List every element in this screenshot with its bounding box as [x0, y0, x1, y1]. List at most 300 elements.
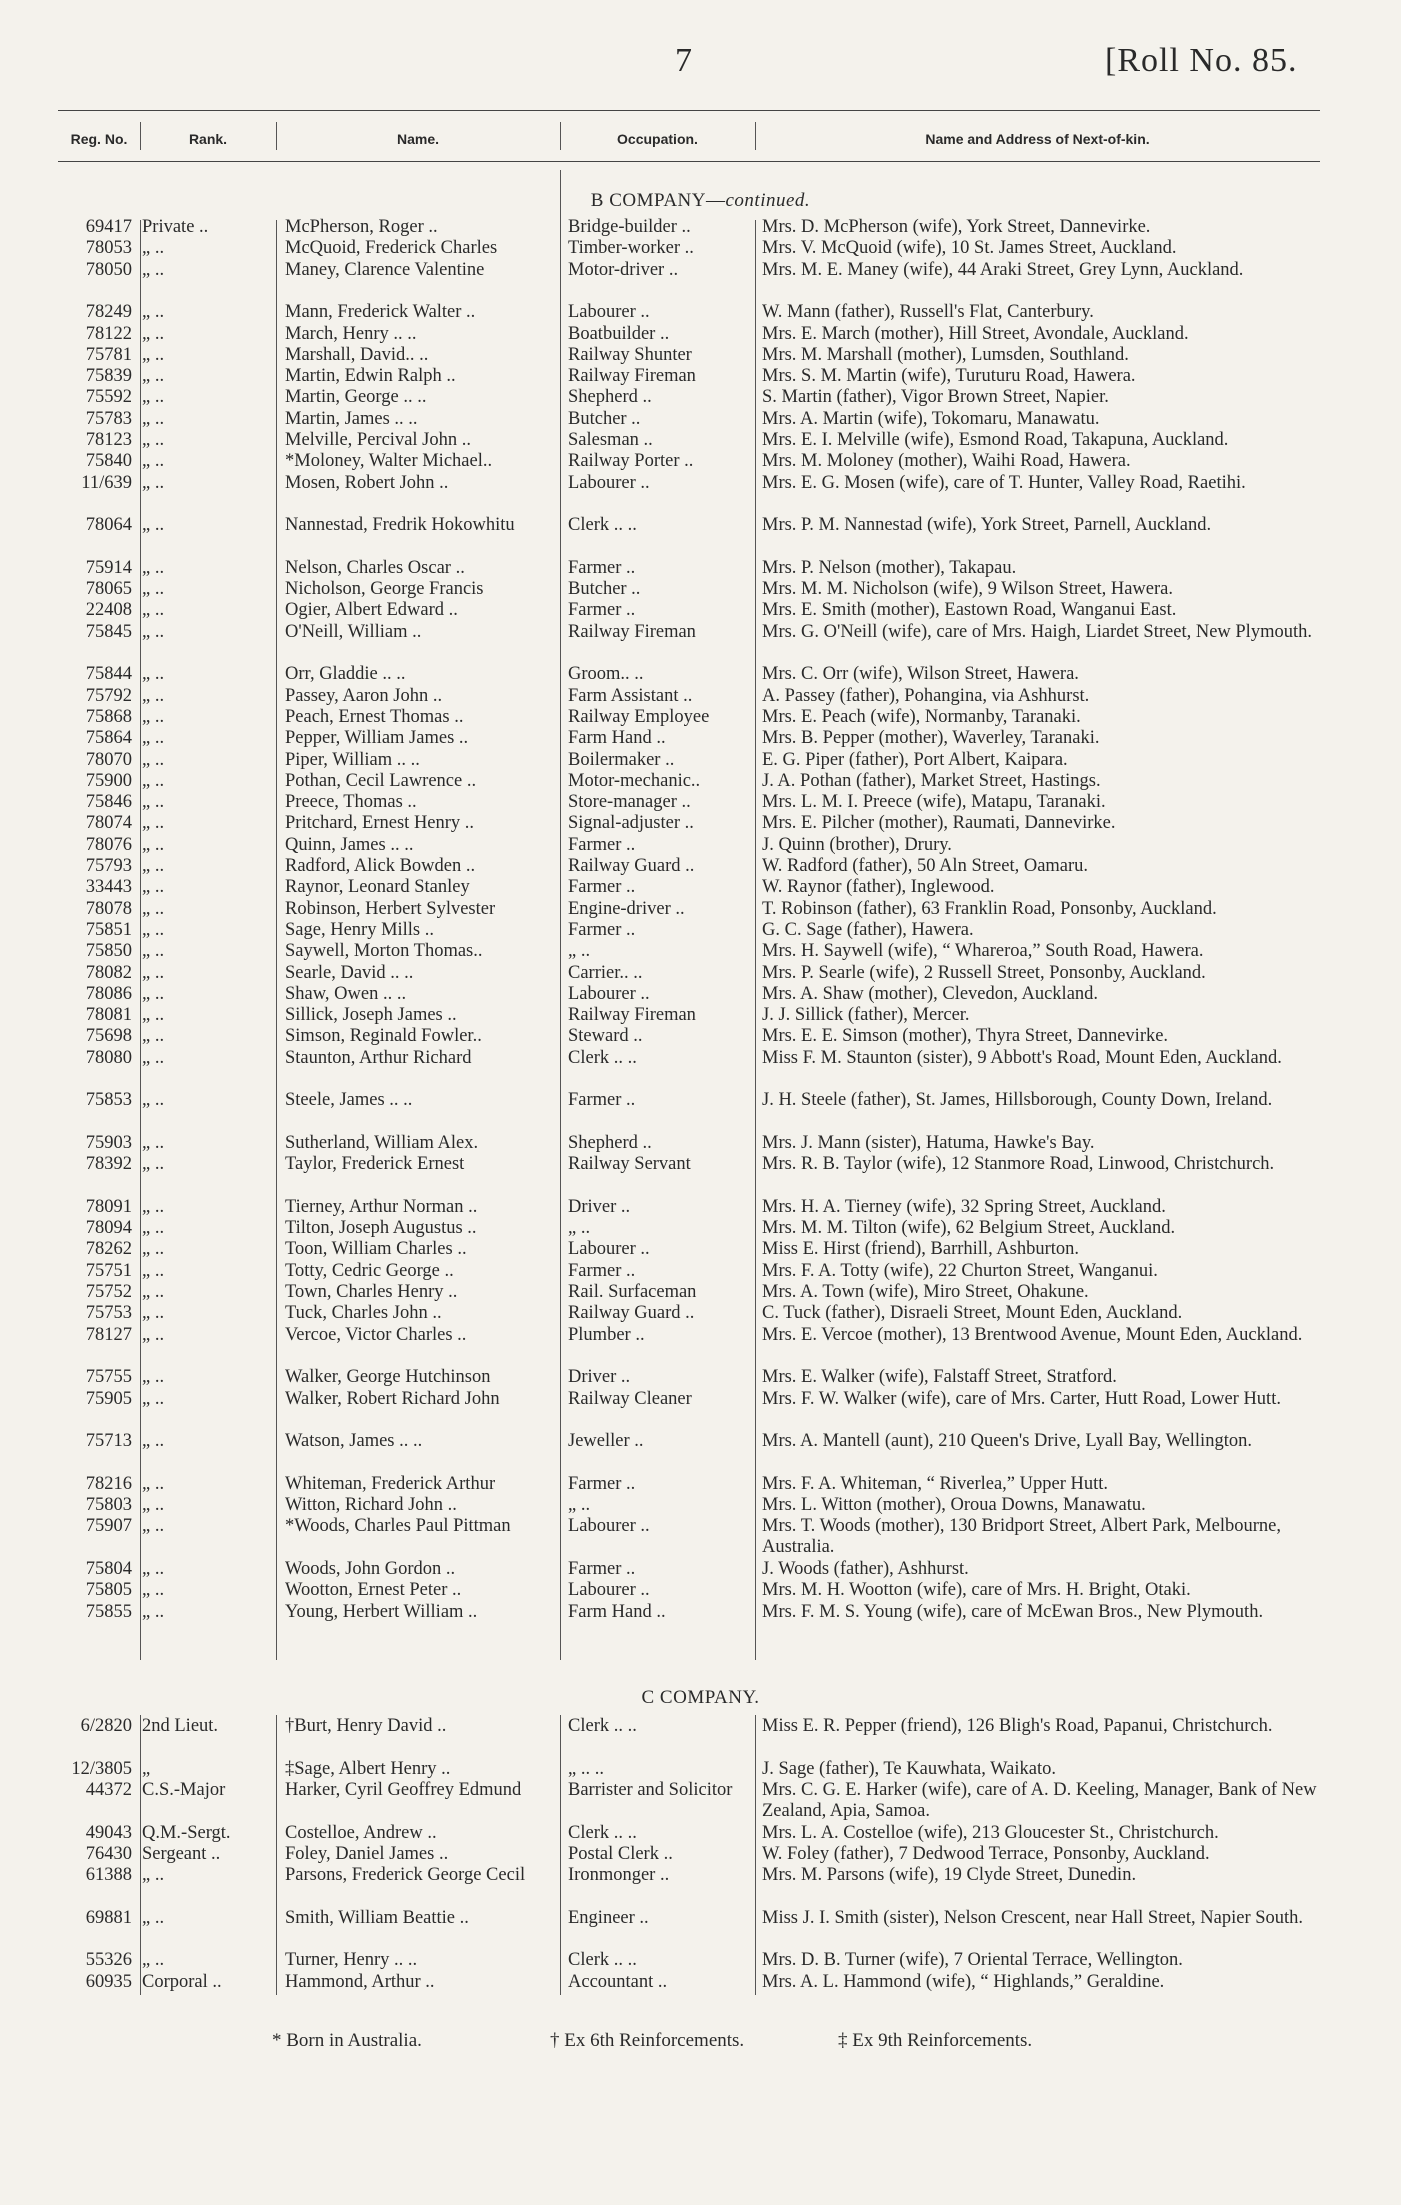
occupation: Farmer ..	[568, 1558, 636, 1579]
soldier-name: *Moloney, Walter Michael..	[285, 451, 493, 472]
soldier-name: Nannestad, Fredrik Hokowhitu	[285, 515, 515, 536]
soldier-name: Staunton, Arthur Richard	[285, 1047, 472, 1068]
reg-number: 11/639	[81, 472, 132, 493]
next-of-kin: Mrs. L. A. Costelloe (wife), 213 Gloucester St., Christchurch.	[762, 1822, 1219, 1843]
col-header-reg: Reg. No.	[70, 131, 128, 147]
next-of-kin: Mrs. E. G. Mosen (wife), care of T. Hunter, Valley Road, Raetihi.	[762, 472, 1246, 493]
rank: „ ..	[142, 430, 165, 450]
roll-text: Roll No. 85.	[1117, 42, 1298, 79]
next-of-kin: Mrs. F. M. S. Young (wife), care of McEwan Bros., New Plymouth.	[762, 1601, 1264, 1622]
next-of-kin: Mrs. E. Smith (mother), Eastown Road, Wanganui East.	[762, 600, 1177, 621]
occupation: Railway Employee	[568, 706, 710, 727]
rank: „ ..	[142, 408, 165, 429]
reg-number: 78086	[85, 983, 132, 1004]
rank: „ ..	[142, 1005, 165, 1026]
reg-number: 78123	[85, 430, 132, 450]
soldier-name: ‡Sage, Albert Henry ..	[285, 1758, 451, 1779]
rank: „ ..	[142, 557, 165, 578]
reg-number: 78053	[85, 238, 132, 259]
reg-number: 75850	[85, 941, 132, 962]
occupation: Farmer ..	[568, 557, 636, 578]
occupation: „ .. ..	[568, 1758, 604, 1779]
next-of-kin: Mrs. M. E. Maney (wife), 44 Araki Street, Grey Lynn, Auckland.	[762, 259, 1244, 280]
reg-number: 61388	[85, 1865, 132, 1886]
rank: „ ..	[142, 1950, 165, 1971]
next-of-kin: E. G. Piper (father), Port Albert, Kaipara.	[762, 749, 1068, 770]
next-of-kin: Mrs. T. Woods (mother), 130 Bridport Street, Albert Park, Melbourne, Australia.	[762, 1516, 1282, 1558]
header-top-rule	[58, 110, 1320, 111]
occupation: Farmer ..	[568, 1260, 636, 1281]
soldier-name: Tuck, Charles John ..	[285, 1303, 442, 1324]
soldier-name: Vercoe, Victor Charles ..	[285, 1324, 467, 1345]
occupation: Boatbuilder ..	[568, 323, 670, 344]
soldier-name: Sutherland, William Alex.	[285, 1132, 479, 1153]
soldier-name: Martin, James .. ..	[285, 408, 418, 429]
reg-number: 75803	[85, 1495, 132, 1515]
rank: Corporal ..	[142, 1971, 222, 1992]
next-of-kin: J. Woods (father), Ashhurst.	[762, 1558, 969, 1579]
soldier-name: *Woods, Charles Paul Pittman	[285, 1516, 511, 1537]
next-of-kin: S. Martin (father), Vigor Brown Street, Napier.	[762, 387, 1109, 408]
occupation: Farm Assistant ..	[568, 685, 693, 706]
next-of-kin: C. Tuck (father), Disraeli Street, Mount Eden, Auckland.	[762, 1303, 1183, 1324]
soldier-name: Sage, Henry Mills ..	[285, 919, 435, 940]
reg-number: 75751	[85, 1260, 132, 1281]
occupation: Shepherd ..	[568, 387, 652, 408]
next-of-kin: Mrs. E. Walker (wife), Falstaff Street, Stratford.	[762, 1367, 1117, 1388]
rank: „ ..	[142, 1367, 165, 1388]
soldier-name: Saywell, Morton Thomas..	[285, 941, 483, 962]
next-of-kin: Mrs. C. G. E. Harker (wife), care of A. D. Keeling, Manager, Bank of New Zealand, Apia, Samoa.	[762, 1779, 1317, 1821]
page-number: 7	[675, 42, 692, 79]
next-of-kin: Miss J. I. Smith (sister), Nelson Crescent, near Hall Street, Napier South.	[762, 1907, 1304, 1928]
rank: „ ..	[142, 749, 165, 770]
next-of-kin: Mrs. M. Marshall (mother), Lumsden, Southland.	[762, 344, 1129, 365]
reg-number: 12/3805	[71, 1758, 132, 1779]
soldier-name: Mann, Frederick Walter ..	[285, 302, 476, 323]
soldier-name: McPherson, Roger ..	[285, 217, 438, 237]
occupation: Rail. Surfaceman	[568, 1282, 697, 1302]
reg-number: 75844	[85, 664, 132, 685]
soldier-name: Smith, William Beattie ..	[285, 1907, 469, 1928]
reg-number: 33443	[85, 877, 132, 898]
rank: „ ..	[142, 323, 165, 344]
occupation: Railway Cleaner	[568, 1388, 692, 1409]
soldier-name: Toon, William Charles ..	[285, 1239, 467, 1260]
reg-number: 75903	[85, 1132, 132, 1153]
next-of-kin: Mrs. E. Vercoe (mother), 13 Brentwood Avenue, Mount Eden, Auckland.	[762, 1324, 1303, 1345]
rank: „ ..	[142, 472, 165, 493]
reg-number: 44372	[85, 1779, 132, 1800]
rank: „ ..	[142, 387, 165, 408]
rank: „ ..	[142, 877, 165, 898]
rank: „ ..	[142, 366, 165, 387]
rank: „ ..	[142, 941, 165, 962]
reg-number: 75713	[85, 1431, 132, 1452]
reg-number: 78122	[85, 323, 132, 344]
soldier-name: Tierney, Arthur Norman ..	[285, 1196, 478, 1217]
next-of-kin: W. Mann (father), Russell's Flat, Canterbury.	[762, 302, 1094, 323]
reg-number: 6/2820	[80, 1716, 132, 1736]
occupation: Farmer ..	[568, 877, 636, 898]
next-of-kin: J. Sage (father), Te Kauwhata, Waikato.	[762, 1758, 1056, 1779]
soldier-name: Foley, Daniel James ..	[285, 1843, 449, 1864]
column-divider	[276, 1715, 277, 1995]
soldier-name: Steele, James .. ..	[285, 1090, 413, 1111]
occupation: Labourer ..	[568, 302, 650, 323]
rank: „ ..	[142, 1260, 165, 1281]
column-divider	[276, 220, 277, 1660]
reg-number: 22408	[85, 600, 132, 621]
occupation: Engine-driver ..	[568, 898, 685, 919]
occupation: „ ..	[568, 1495, 591, 1515]
reg-number: 60935	[85, 1971, 132, 1992]
soldier-name: Raynor, Leonard Stanley	[285, 877, 470, 898]
rank: „ ..	[142, 1558, 165, 1579]
next-of-kin: T. Robinson (father), 63 Franklin Road, Ponsonby, Auckland.	[762, 898, 1217, 919]
soldier-name: Ogier, Albert Edward ..	[285, 600, 458, 621]
rank: „ ..	[142, 1218, 165, 1239]
occupation: Railway Guard ..	[568, 856, 695, 876]
reg-number: 78216	[85, 1473, 132, 1494]
rank: „ ..	[142, 1196, 165, 1217]
rank: Q.M.-Sergt.	[142, 1822, 231, 1843]
occupation: Carrier.. ..	[568, 962, 643, 983]
rank: „ ..	[142, 302, 165, 323]
rank: „ ..	[142, 983, 165, 1004]
reg-number: 78076	[85, 834, 132, 855]
next-of-kin: Mrs. M. Parsons (wife), 19 Clyde Street, Dunedin.	[762, 1865, 1137, 1886]
occupation: Barrister and Solicitor	[568, 1779, 733, 1800]
occupation: Butcher ..	[568, 579, 641, 600]
rank: „ ..	[142, 919, 165, 940]
reg-number: 78094	[85, 1218, 132, 1239]
reg-number: 75792	[85, 685, 132, 706]
reg-number: 78392	[85, 1154, 132, 1175]
soldier-name: Watson, James .. ..	[285, 1431, 423, 1452]
occupation: Railway Shunter	[568, 344, 692, 365]
col-header-name: Name.	[396, 131, 440, 147]
soldier-name: Young, Herbert William ..	[285, 1601, 478, 1622]
soldier-name: Martin, Edwin Ralph ..	[285, 366, 456, 387]
rank: „ ..	[142, 1324, 165, 1345]
column-divider	[140, 1715, 141, 1995]
soldier-name: Turner, Henry .. ..	[285, 1950, 418, 1971]
rank: „ ..	[142, 770, 165, 791]
soldier-name: Robinson, Herbert Sylvester	[285, 898, 496, 919]
column-divider	[140, 220, 141, 1660]
rank: „ ..	[142, 1026, 165, 1047]
reg-number: 75840	[85, 451, 132, 472]
reg-number: 75845	[85, 621, 132, 642]
occupation: Plumber ..	[568, 1324, 645, 1345]
next-of-kin: G. C. Sage (father), Hawera.	[762, 919, 974, 940]
next-of-kin: W. Radford (father), 50 Aln Street, Oamaru.	[762, 856, 1089, 876]
reg-number: 75905	[85, 1388, 132, 1409]
rank: „ ..	[142, 1303, 165, 1324]
occupation: Labourer ..	[568, 472, 650, 493]
occupation: Farmer ..	[568, 600, 636, 621]
soldier-name: Peach, Ernest Thomas ..	[285, 706, 464, 727]
soldier-name: Parsons, Frederick George Cecil	[285, 1865, 526, 1886]
soldier-name: Totty, Cedric George ..	[285, 1260, 454, 1281]
soldier-name: Woods, John Gordon ..	[285, 1558, 456, 1579]
next-of-kin: Miss F. M. Staunton (sister), 9 Abbott's Road, Mount Eden, Auckland.	[762, 1047, 1282, 1068]
soldier-name: Radford, Alick Bowden ..	[285, 856, 476, 876]
soldier-name: Maney, Clarence Valentine	[285, 259, 485, 280]
soldier-name: Mosen, Robert John ..	[285, 472, 449, 493]
rank: „ ..	[142, 1601, 165, 1622]
footnote-born-australia: * Born in Australia.	[272, 2030, 422, 2051]
reg-number: 69881	[85, 1907, 132, 1928]
soldier-name: Passey, Aaron John ..	[285, 685, 443, 706]
occupation: Farmer ..	[568, 1473, 636, 1494]
soldier-name: Martin, George .. ..	[285, 387, 427, 408]
next-of-kin: Mrs. L. Witton (mother), Oroua Downs, Manawatu.	[762, 1495, 1146, 1515]
next-of-kin: Mrs. E. E. Simson (mother), Thyra Street, Dannevirke.	[762, 1026, 1169, 1047]
soldier-name: Pothan, Cecil Lawrence ..	[285, 770, 477, 791]
next-of-kin: J. A. Pothan (father), Market Street, Hastings.	[762, 770, 1101, 791]
occupation: Ironmonger ..	[568, 1865, 670, 1886]
next-of-kin: Mrs. P. Searle (wife), 2 Russell Street, Ponsonby, Auckland.	[762, 962, 1206, 983]
rank: „ ..	[142, 1154, 165, 1175]
occupation: Railway Guard ..	[568, 1303, 695, 1324]
next-of-kin: J. H. Steele (father), St. James, Hillsborough, County Down, Ireland.	[762, 1090, 1273, 1111]
reg-number: 75793	[85, 856, 132, 876]
footnote-ex6: † Ex 6th Reinforcements.	[550, 2030, 745, 2051]
occupation: Railway Fireman	[568, 1005, 696, 1026]
reg-number: 78050	[85, 259, 132, 280]
occupation: Signal-adjuster ..	[568, 813, 694, 834]
occupation: Labourer ..	[568, 1516, 650, 1537]
next-of-kin: Mrs. G. O'Neill (wife), care of Mrs. Haigh, Liardet Street, New Plymouth.	[762, 621, 1312, 642]
rank: „ ..	[142, 579, 165, 600]
rank: „ ..	[142, 1388, 165, 1409]
next-of-kin: Mrs. E. Pilcher (mother), Raumati, Dannevirke.	[762, 813, 1116, 834]
soldier-name: Pritchard, Ernest Henry ..	[285, 813, 475, 834]
occupation: Postal Clerk ..	[568, 1843, 673, 1864]
soldier-name: Nelson, Charles Oscar ..	[285, 557, 465, 578]
next-of-kin: Mrs. M. M. Nicholson (wife), 9 Wilson Street, Hawera.	[762, 579, 1173, 600]
occupation: Railway Servant	[568, 1154, 691, 1175]
reg-number: 75914	[85, 557, 132, 578]
next-of-kin: Mrs. B. Pepper (mother), Waverley, Taranaki.	[762, 728, 1100, 749]
next-of-kin: Mrs. F. A. Whiteman, “ Riverlea,” Upper Hutt.	[762, 1473, 1109, 1494]
soldier-name: Marshall, David.. ..	[285, 344, 429, 365]
next-of-kin: Mrs. D. McPherson (wife), York Street, Dannevirke.	[762, 217, 1151, 237]
soldier-name: Whiteman, Frederick Arthur	[285, 1473, 496, 1494]
next-of-kin: Mrs. M. H. Wootton (wife), care of Mrs. H. Bright, Otaki.	[762, 1580, 1191, 1601]
occupation: Shepherd ..	[568, 1132, 652, 1153]
roll-bracket: [	[1105, 42, 1118, 79]
soldier-name: Town, Charles Henry ..	[285, 1282, 458, 1302]
occupation: Timber-worker ..	[568, 238, 694, 259]
next-of-kin: Mrs. F. W. Walker (wife), care of Mrs. Carter, Hutt Road, Lower Hutt.	[762, 1388, 1281, 1409]
next-of-kin: W. Foley (father), 7 Dedwood Terrace, Ponsonby, Auckland.	[762, 1843, 1210, 1864]
rank: „ ..	[142, 1516, 165, 1537]
reg-number: 75900	[85, 770, 132, 791]
next-of-kin: Mrs. H. Saywell (wife), “ Whareroa,” South Road, Hawera.	[762, 941, 1204, 962]
soldier-name: Piper, William .. ..	[285, 749, 420, 770]
next-of-kin: Mrs. A. L. Hammond (wife), “ Highlands,” Geraldine.	[762, 1971, 1165, 1992]
header-bottom-rule	[58, 161, 1320, 162]
occupation: Clerk .. ..	[568, 515, 637, 536]
next-of-kin: Mrs. E. Peach (wife), Normanby, Taranaki.	[762, 706, 1081, 727]
rank: „ ..	[142, 1431, 165, 1452]
next-of-kin: Mrs. M. M. Tilton (wife), 62 Belgium Street, Auckland.	[762, 1218, 1176, 1239]
rank: „ ..	[142, 898, 165, 919]
occupation: Farmer ..	[568, 1090, 636, 1111]
column-divider	[755, 1715, 756, 1995]
rank: „	[142, 1758, 151, 1779]
rank: „ ..	[142, 515, 165, 536]
occupation: Labourer ..	[568, 983, 650, 1004]
next-of-kin: Mrs. F. A. Totty (wife), 22 Churton Street, Wanganui.	[762, 1260, 1158, 1281]
rank: „ ..	[142, 1239, 165, 1260]
soldier-name: O'Neill, William ..	[285, 621, 422, 642]
rank: „ ..	[142, 1865, 165, 1886]
reg-number: 75853	[85, 1090, 132, 1111]
next-of-kin: W. Raynor (father), Inglewood.	[762, 877, 995, 898]
soldier-name: Costelloe, Andrew ..	[285, 1822, 437, 1843]
occupation: Jeweller ..	[568, 1431, 644, 1452]
occupation: Motor-driver ..	[568, 259, 679, 280]
reg-number: 75753	[85, 1303, 132, 1324]
soldier-name: Harker, Cyril Geoffrey Edmund	[285, 1779, 522, 1800]
occupation: Salesman ..	[568, 430, 653, 450]
reg-number: 69417	[85, 217, 132, 237]
next-of-kin: Mrs. C. Orr (wife), Wilson Street, Hawera.	[762, 664, 1079, 685]
column-divider	[560, 1715, 561, 1995]
occupation: Driver ..	[568, 1196, 631, 1217]
rank: „ ..	[142, 238, 165, 259]
reg-number: 75698	[85, 1026, 132, 1047]
reg-number: 78070	[85, 749, 132, 770]
roll-label	[1105, 42, 1297, 80]
occupation: Farm Hand ..	[568, 1601, 666, 1622]
rank: „ ..	[142, 706, 165, 727]
occupation: Clerk .. ..	[568, 1716, 637, 1736]
soldier-name: Simson, Reginald Fowler..	[285, 1026, 482, 1047]
col-header-rank: Rank.	[188, 131, 228, 147]
soldier-name: Hammond, Arthur ..	[285, 1971, 435, 1992]
occupation: Railway Fireman	[568, 366, 696, 387]
occupation: Farm Hand ..	[568, 728, 666, 749]
rank: C.S.-Major	[142, 1779, 226, 1800]
occupation: Clerk .. ..	[568, 1822, 637, 1843]
next-of-kin: J. Quinn (brother), Drury.	[762, 834, 952, 855]
reg-number: 55326	[85, 1950, 132, 1971]
rank: „ ..	[142, 451, 165, 472]
soldier-name: †Burt, Henry David ..	[285, 1716, 447, 1736]
rank: „ ..	[142, 1473, 165, 1494]
reg-number: 75864	[85, 728, 132, 749]
next-of-kin: J. J. Sillick (father), Mercer.	[762, 1005, 970, 1026]
next-of-kin: Mrs. A. Martin (wife), Tokomaru, Manawatu.	[762, 408, 1100, 429]
next-of-kin: Mrs. P. Nelson (mother), Takapau.	[762, 557, 1017, 578]
rank: „ ..	[142, 1132, 165, 1153]
occupation: Motor-mechanic..	[568, 770, 701, 791]
section-b-text: B COMPANY—	[590, 190, 726, 211]
next-of-kin: Mrs. D. B. Turner (wife), 7 Oriental Terrace, Wellington.	[762, 1950, 1183, 1971]
rank: „ ..	[142, 664, 165, 685]
next-of-kin: Mrs. P. M. Nannestad (wife), York Street, Parnell, Auckland.	[762, 515, 1212, 536]
soldier-name: Walker, George Hutchinson	[285, 1367, 491, 1388]
soldier-name: Taylor, Frederick Ernest	[285, 1154, 465, 1175]
reg-number: 78082	[85, 962, 132, 983]
reg-number: 75752	[85, 1282, 132, 1302]
soldier-name: Walker, Robert Richard John	[285, 1388, 500, 1409]
col-header-kin: Name and Address of Next-of-kin.	[925, 131, 1150, 147]
rank: „ ..	[142, 1580, 165, 1601]
rank: „ ..	[142, 962, 165, 983]
footnote-ex9: ‡ Ex 9th Reinforcements.	[838, 2030, 1033, 2051]
soldier-name: Tilton, Joseph Augustus ..	[285, 1218, 477, 1239]
occupation: Labourer ..	[568, 1239, 650, 1260]
soldier-name: Shaw, Owen .. ..	[285, 983, 407, 1004]
next-of-kin: Mrs. J. Mann (sister), Hatuma, Hawke's Bay.	[762, 1132, 1095, 1153]
soldier-name: March, Henry .. ..	[285, 323, 417, 344]
rank: „ ..	[142, 600, 165, 621]
next-of-kin: Mrs. A. Shaw (mother), Clevedon, Auckland.	[762, 983, 1099, 1004]
occupation: Railway Porter ..	[568, 451, 694, 472]
section-title-b-company	[0, 190, 1401, 212]
reg-number: 78127	[85, 1324, 132, 1345]
reg-number: 75868	[85, 706, 132, 727]
soldier-name: Preece, Thomas ..	[285, 792, 417, 813]
rank: „ ..	[142, 834, 165, 855]
occupation: Farmer ..	[568, 919, 636, 940]
soldier-name: Pepper, William James ..	[285, 728, 469, 749]
occupation: „ ..	[568, 941, 591, 962]
next-of-kin: Mrs. R. B. Taylor (wife), 12 Stanmore Road, Linwood, Christchurch.	[762, 1154, 1275, 1175]
reg-number: 76430	[85, 1843, 132, 1864]
soldier-name: Sillick, Joseph James ..	[285, 1005, 457, 1026]
rank: „ ..	[142, 1907, 165, 1928]
next-of-kin: Mrs. E. March (mother), Hill Street, Avondale, Auckland.	[762, 323, 1189, 344]
column-divider	[560, 170, 561, 1660]
next-of-kin: Mrs. H. A. Tierney (wife), 32 Spring Street, Auckland.	[762, 1196, 1166, 1217]
occupation: Labourer ..	[568, 1580, 650, 1601]
next-of-kin: Mrs. L. M. I. Preece (wife), Matapu, Taranaki.	[762, 792, 1106, 813]
reg-number: 78064	[85, 515, 132, 536]
rank: „ ..	[142, 813, 165, 834]
reg-number: 75805	[85, 1580, 132, 1601]
rank: „ ..	[142, 856, 165, 876]
next-of-kin: Mrs. A. Town (wife), Miro Street, Ohakune.	[762, 1282, 1089, 1302]
next-of-kin: Mrs. S. M. Martin (wife), Turuturu Road, Hawera.	[762, 366, 1136, 387]
reg-number: 75846	[85, 792, 132, 813]
section-title-c-company: C COMPANY.	[641, 1687, 760, 1708]
rank: „ ..	[142, 1090, 165, 1111]
occupation: Driver ..	[568, 1367, 631, 1388]
reg-number: 75781	[85, 344, 132, 365]
next-of-kin: Mrs. A. Mantell (aunt), 210 Queen's Drive, Lyall Bay, Wellington.	[762, 1431, 1252, 1452]
occupation: „ ..	[568, 1218, 591, 1239]
soldier-name: Wootton, Ernest Peter ..	[285, 1580, 462, 1601]
reg-number: 78262	[85, 1239, 132, 1260]
reg-number: 75592	[85, 387, 132, 408]
next-of-kin: Mrs. V. McQuoid (wife), 10 St. James Street, Auckland.	[762, 238, 1177, 259]
reg-number: 78074	[85, 813, 132, 834]
next-of-kin: A. Passey (father), Pohangina, via Ashhurst.	[762, 685, 1090, 706]
reg-number: 75755	[85, 1367, 132, 1388]
rank: „ ..	[142, 1047, 165, 1068]
column-divider	[755, 220, 756, 1660]
soldier-name: Melville, Percival John ..	[285, 430, 471, 450]
reg-number: 78249	[85, 302, 132, 323]
rank: „ ..	[142, 259, 165, 280]
